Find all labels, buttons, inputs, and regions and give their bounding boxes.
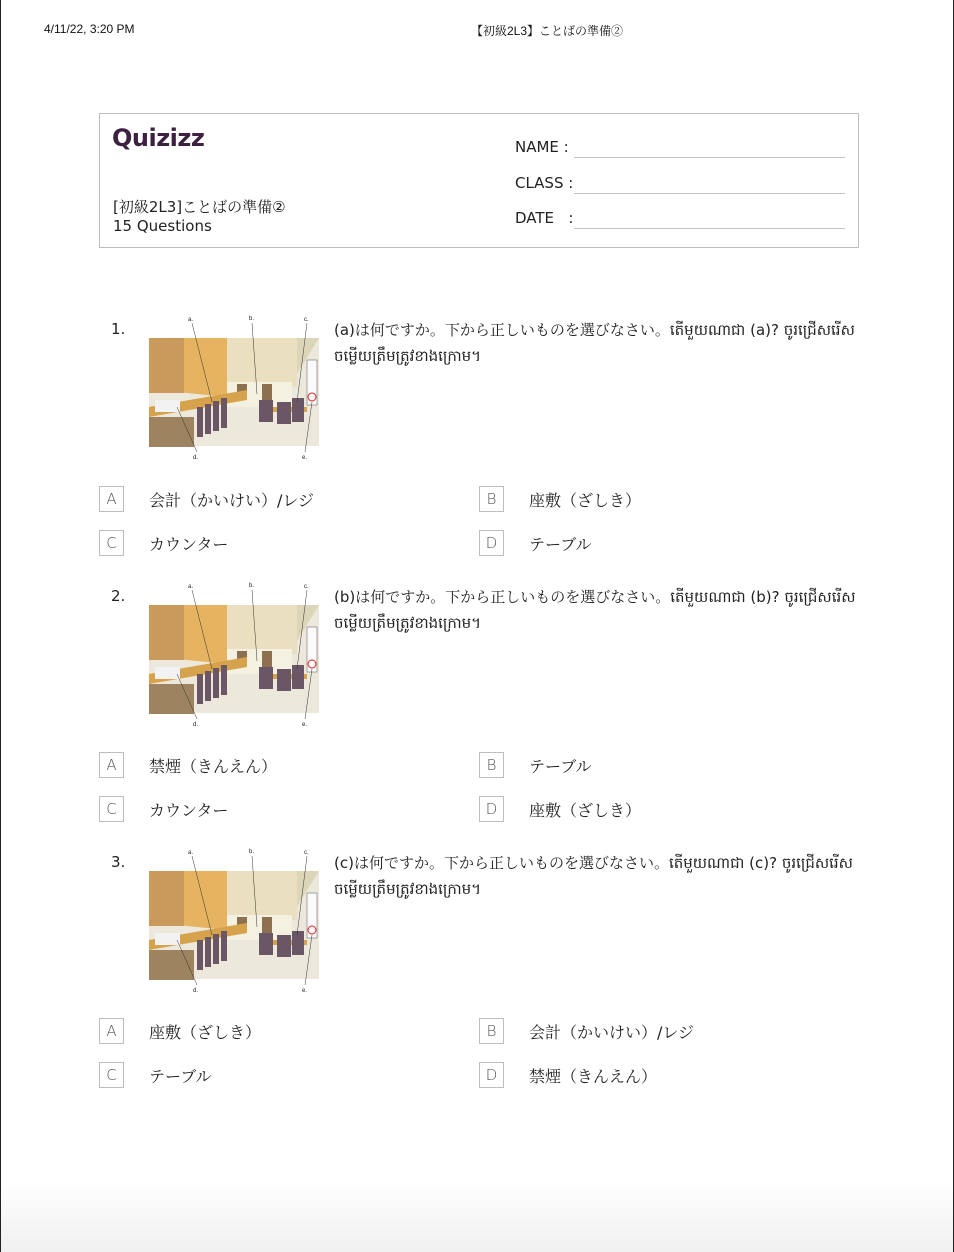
svg-text:e.: e. <box>302 988 308 993</box>
svg-text:d.: d. <box>193 455 199 460</box>
option-letter-box[interactable]: A <box>99 752 124 778</box>
svg-text:a.: a. <box>188 317 194 323</box>
question-text: (a)は何ですか。下から正しいものを選びなさい。តើមួយណាជា (a)? ចូរជ្រើសរើសចម្លើយត្រឹមត្រូវខាងក្រោម។ <box>334 321 855 365</box>
class-field[interactable] <box>515 170 845 194</box>
date-label: DATE : <box>515 209 574 227</box>
svg-text:e.: e. <box>302 722 308 727</box>
svg-text:b.: b. <box>249 316 255 322</box>
option-letter-box[interactable]: C <box>99 1062 124 1088</box>
svg-text:c.: c. <box>304 317 309 323</box>
option-text: 座敷（ざしき） <box>529 801 642 820</box>
quiz-title: [初級2L3]ことばの準備② <box>113 198 286 216</box>
option-text: テーブル <box>149 1067 212 1086</box>
print-doc-title: 【初級2L3】ことばの準備② <box>471 24 624 38</box>
svg-text:d.: d. <box>193 988 199 993</box>
restaurant-illustration <box>147 579 322 727</box>
question-text: (c)は何ですか。下から正しいものを選びなさい。តើមួយណាជា (c)? ចូរជ្រើសរើសចម្លើយត្រឹមត្រូវខាងក្រោម។ <box>334 854 853 898</box>
svg-text:a.: a. <box>188 850 194 856</box>
option-text: 座敷（ざしき） <box>149 1023 262 1042</box>
svg-text:a.: a. <box>188 584 194 590</box>
option-text: 会計（かいけい）/レジ <box>149 491 314 510</box>
option-text: 座敷（ざしき） <box>529 491 642 510</box>
date-field[interactable] <box>515 205 845 229</box>
option-letter-box[interactable]: D <box>479 530 504 556</box>
option-text: 禁煙（きんえん） <box>529 1067 658 1086</box>
option-text: 会計（かいけい）/レジ <box>529 1023 694 1042</box>
option-text: カウンター <box>149 535 229 554</box>
option-letter-box[interactable]: D <box>479 1062 504 1088</box>
svg-text:c.: c. <box>304 850 309 856</box>
svg-text:d.: d. <box>193 722 199 727</box>
restaurant-illustration <box>147 845 322 993</box>
option-text: 禁煙（きんえん） <box>149 757 278 776</box>
print-datetime: 4/11/22, 3:20 PM <box>44 22 135 36</box>
option-letter-box[interactable]: D <box>479 796 504 822</box>
option-letter-box[interactable]: C <box>99 796 124 822</box>
question-text: (b)は何ですか。下から正しいものを選びなさい。តើមួយណាជា (b)? ចូរជ្រើសរើសចម្លើយត្រឹមត្រូវខាងក្រោម។ <box>334 588 856 632</box>
option-letter-box[interactable]: C <box>99 530 124 556</box>
svg-text:b.: b. <box>249 583 255 589</box>
question-number: 1. <box>111 320 126 338</box>
option-text: カウンター <box>149 801 229 820</box>
name-line[interactable] <box>574 157 845 158</box>
option-letter-box[interactable]: A <box>99 1018 124 1044</box>
option-letter-box[interactable]: B <box>479 486 504 512</box>
class-label: CLASS : <box>515 174 574 192</box>
question-number: 3. <box>111 853 126 871</box>
quizizz-logo: Quizizz <box>112 124 205 152</box>
restaurant-illustration <box>147 312 322 460</box>
name-label: NAME : <box>515 138 569 156</box>
question-count: 15 Questions <box>113 217 212 235</box>
option-letter-box[interactable]: A <box>99 486 124 512</box>
date-line[interactable] <box>574 228 845 229</box>
option-letter-box[interactable]: B <box>479 1018 504 1044</box>
print-header <box>1 22 953 38</box>
svg-text:b.: b. <box>249 849 255 855</box>
name-field[interactable] <box>515 134 845 158</box>
option-text: テーブル <box>529 535 592 554</box>
option-text: テーブル <box>529 757 592 776</box>
option-letter-box[interactable]: B <box>479 752 504 778</box>
worksheet-info-box <box>99 113 859 248</box>
question-number: 2. <box>111 587 126 605</box>
svg-text:e.: e. <box>302 455 308 460</box>
svg-text:c.: c. <box>304 584 309 590</box>
class-line[interactable] <box>574 193 845 194</box>
